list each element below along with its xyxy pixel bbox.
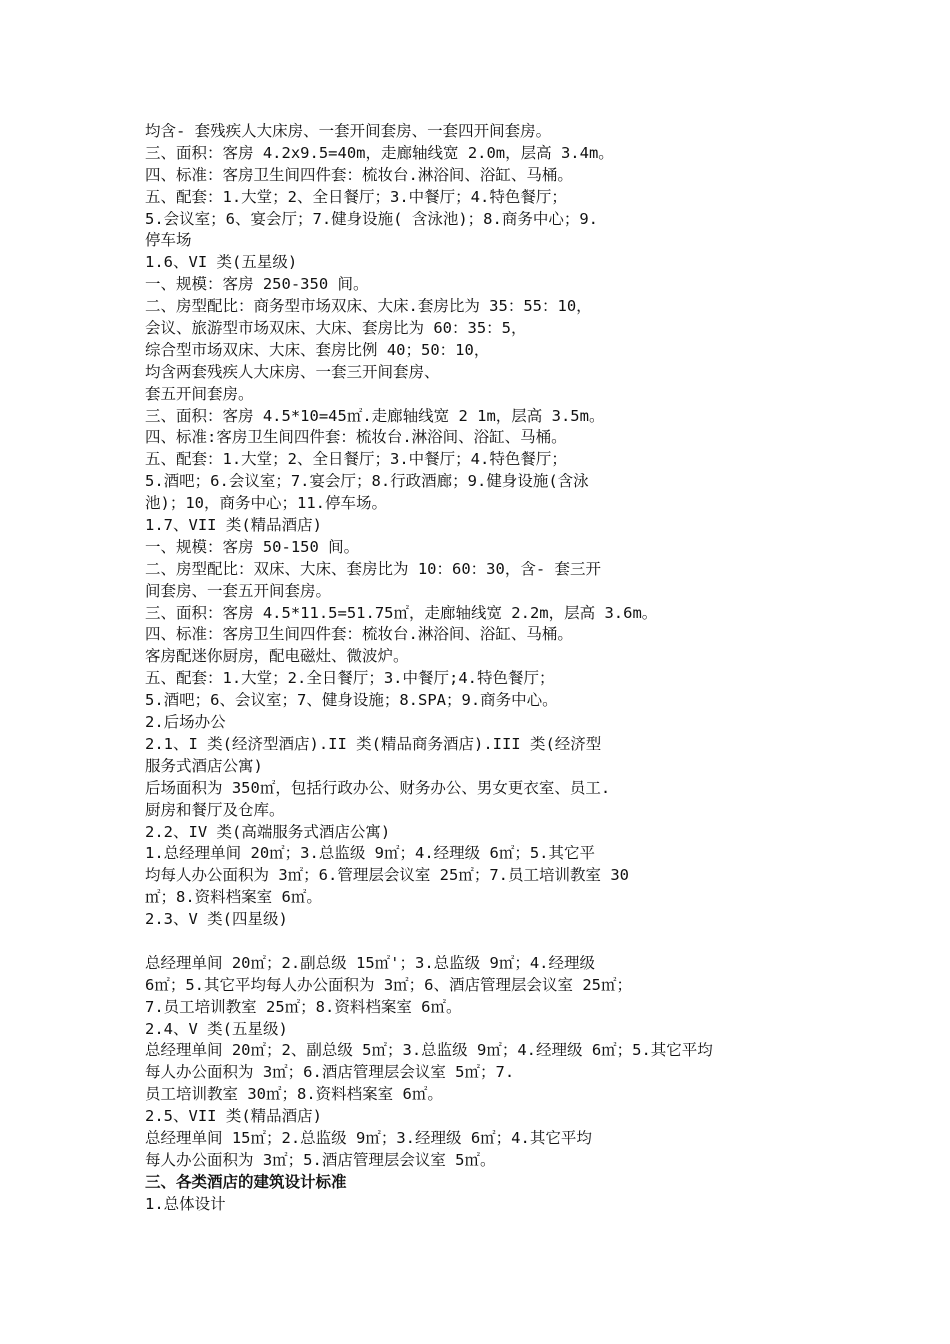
text-line: 均含两套残疾人大床房、一套三开间套房、 — [145, 362, 440, 381]
text-line: 五、配套：1.大堂；2、全日餐厅；3.中餐厅；4.特色餐厅； — [145, 187, 567, 206]
text-line: 7.员工培训教室 25㎡；8.资料档案室 6㎡。 — [145, 997, 462, 1016]
text-line: 三、面积：客房 4.5*10=45㎡.走廊轴线宽 2 1m，层高 3.5m。 — [145, 406, 605, 425]
text-line: 四、标准：客房卫生间四件套：梳妆台.淋浴间、浴缸、马桶。 — [145, 165, 573, 184]
text-line: 总经理单间 20㎡；2、副总级 5㎡；3.总监级 9㎡；4.经理级 6㎡；5.其它平均 — [145, 1041, 713, 1060]
text-line: 二、房型配比：双床、大床、套房比为 10：60：30，含- 套三开 — [145, 559, 601, 578]
text-line: 会议、旅游型市场双床、大床、套房比为 60：35：5， — [145, 319, 527, 338]
text-line: 间套房、一套五开间套房。 — [145, 581, 332, 600]
text-line: 五、配套：1.大堂；2.全日餐厅；3.中餐厅;4.特色餐厅； — [145, 669, 555, 688]
text-line: 总经理单间 20㎡；2.副总级 15㎡'；3.总监级 9㎡；4.经理级 — [145, 953, 595, 972]
text-line: 四、标准：客房卫生间四件套：梳妆台.淋浴间、浴缸、马桶。 — [145, 625, 573, 644]
text-line: 均含- 套残疾人大床房、一套开间套房、一套四开间套房。 — [145, 122, 552, 140]
text-line: 2.1、I 类(经济型酒店).II 类(精品商务酒店).III 类(经济型 — [145, 734, 602, 753]
text-line: 员工培训教室 30㎡；8.资料档案室 6㎡。 — [145, 1085, 443, 1104]
text-line: 停车场 — [145, 231, 192, 250]
text-line: 综合型市场双床、大床、套房比例 40；50：10， — [145, 340, 490, 359]
text-line: 一、规模：客房 250-350 间。 — [145, 275, 369, 294]
text-line: 6㎡；5.其它平均每人办公面积为 3㎡；6、酒店管理层会议室 25㎡； — [145, 975, 632, 994]
section-heading: 三、各类酒店的建筑设计标准 — [145, 1172, 347, 1191]
text-line — [145, 931, 825, 953]
text-line: 1.7、VII 类(精品酒店) — [145, 516, 322, 535]
text-line: ㎡；8.资料档案室 6㎡。 — [145, 888, 322, 907]
text-line: 5.会议室；6、宴会厅；7.健身设施( 含泳池)；8.商务中心；9. — [145, 209, 598, 228]
text-line: 五、配套：1.大堂；2、全日餐厅；3.中餐厅；4.特色餐厅； — [145, 450, 567, 469]
text-line: 2.4、V 类(五星级) — [145, 1019, 288, 1038]
text-line: 客房配迷你厨房，配电磁灶、微波炉。 — [145, 647, 409, 666]
document-body — [145, 121, 825, 1216]
text-line: 四、标准:客房卫生间四件套：梳妆台.淋浴间、浴缸、马桶。 — [145, 428, 567, 447]
text-line: 2.后场办公 — [145, 713, 226, 732]
text-line: 1.总体设计 — [145, 1194, 226, 1213]
text-line: 总经理单间 15㎡；2.总监级 9㎡；3.经理级 6㎡；4.其它平均 — [145, 1128, 592, 1147]
text-line: 2.5、VII 类(精品酒店) — [145, 1107, 322, 1126]
text-line: 套五开间套房。 — [145, 384, 254, 403]
text-line: 后场面积为 350㎡，包括行政办公、财务办公、男女更衣室、员工. — [145, 778, 611, 797]
text-line: 厨房和餐厅及仓库。 — [145, 800, 285, 819]
text-line: 二、房型配比：商务型市场双床、大床.套房比为 35：55：10， — [145, 297, 592, 316]
text-line: 三、面积：客房 4.5*11.5=51.75㎡，走廊轴线宽 2.2m，层高 3.6m。 — [145, 603, 658, 622]
text-line: 服务式酒店公寓) — [145, 756, 263, 775]
text-line: 一、规模：客房 50-150 间。 — [145, 537, 360, 556]
text-line: 每人办公面积为 3㎡；5.酒店管理层会议室 5㎡。 — [145, 1150, 496, 1169]
text-line: 池)；10，商务中心；11.停车场。 — [145, 494, 387, 513]
text-line: 5.酒吧；6、会议室；7、健身设施；8.SPA；9.商务中心。 — [145, 691, 558, 710]
text-line: 1.6、VI 类(五星级) — [145, 253, 298, 272]
text-line: 三、面积：客房 4.2x9.5=40m，走廊轴线宽 2.0m，层高 3.4m。 — [145, 143, 614, 162]
text-line: 2.2、IV 类(高端服务式酒店公寓) — [145, 822, 391, 841]
text-line: 均每人办公面积为 3㎡；6.管理层会议室 25㎡；7.员工培训教室 30 — [145, 866, 629, 885]
text-line: 2.3、V 类(四星级) — [145, 910, 288, 929]
text-line: 每人办公面积为 3㎡；6.酒店管理层会议室 5㎡；7. — [145, 1063, 515, 1082]
text-line: 5.酒吧；6.会议室；7.宴会厅；8.行政酒廊；9.健身设施(含泳 — [145, 472, 589, 491]
text-line: 1.总经理单间 20㎡；3.总监级 9㎡；4.经理级 6㎡；5.其它平 — [145, 844, 595, 863]
